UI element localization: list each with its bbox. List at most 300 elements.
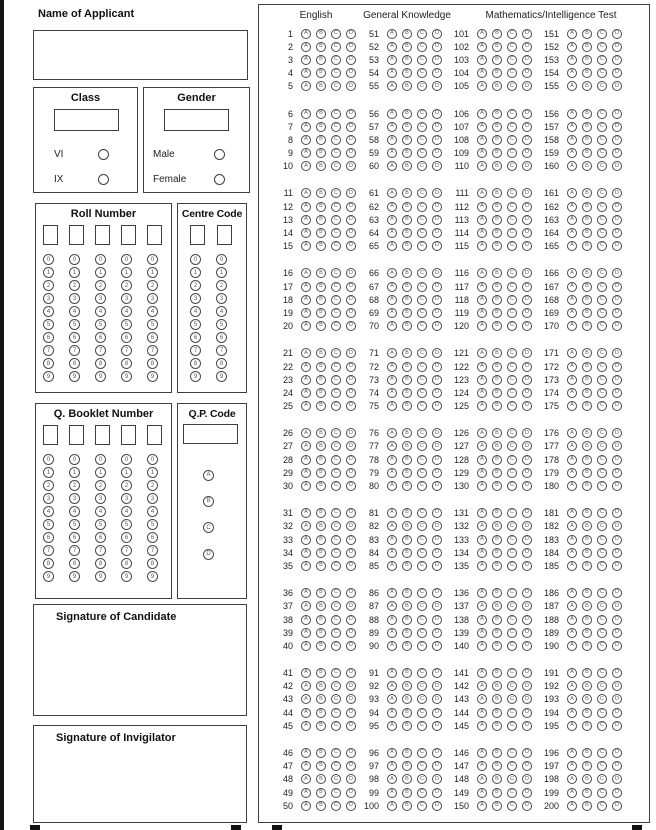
q39-option-A-bubble[interactable]: A — [301, 628, 311, 638]
q66-option-A-bubble[interactable]: A — [387, 268, 397, 278]
q169-option-D-bubble[interactable]: D — [612, 308, 622, 318]
q153-option-D-bubble[interactable]: D — [612, 55, 622, 65]
q193-option-A-bubble[interactable]: A — [567, 694, 577, 704]
q23-option-C-bubble[interactable]: C — [331, 375, 341, 385]
q92-option-B-bubble[interactable]: B — [402, 681, 412, 691]
q192-option-C-bubble[interactable]: C — [597, 681, 607, 691]
q179-option-C-bubble[interactable]: C — [597, 468, 607, 478]
q100-option-A-bubble[interactable]: A — [387, 801, 397, 811]
q113-option-A-bubble[interactable]: A — [477, 215, 487, 225]
booklet-number-col5-digit-5-bubble[interactable]: 5 — [147, 519, 158, 530]
q6-option-B-bubble[interactable]: B — [316, 109, 326, 119]
q171-option-D-bubble[interactable]: D — [612, 348, 622, 358]
q7-option-C-bubble[interactable]: C — [331, 122, 341, 132]
q34-option-D-bubble[interactable]: D — [346, 548, 356, 558]
q25-option-D-bubble[interactable]: D — [346, 401, 356, 411]
q8-option-D-bubble[interactable]: D — [346, 135, 356, 145]
q56-option-C-bubble[interactable]: C — [417, 109, 427, 119]
q112-option-C-bubble[interactable]: C — [507, 202, 517, 212]
q1-option-C-bubble[interactable]: C — [331, 29, 341, 39]
q55-option-D-bubble[interactable]: D — [432, 81, 442, 91]
booklet-number-col2-digit-3-bubble[interactable]: 3 — [69, 493, 80, 504]
q109-option-B-bubble[interactable]: B — [492, 148, 502, 158]
q67-option-C-bubble[interactable]: C — [417, 282, 427, 292]
booklet-number-write-box-1[interactable] — [43, 425, 58, 445]
q116-option-B-bubble[interactable]: B — [492, 268, 502, 278]
booklet-number-col2-digit-4-bubble[interactable]: 4 — [69, 506, 80, 517]
q34-option-A-bubble[interactable]: A — [301, 548, 311, 558]
q34-option-B-bubble[interactable]: B — [316, 548, 326, 558]
q160-option-B-bubble[interactable]: B — [582, 161, 592, 171]
q49-option-D-bubble[interactable]: D — [346, 788, 356, 798]
q127-option-D-bubble[interactable]: D — [522, 441, 532, 451]
q104-option-B-bubble[interactable]: B — [492, 68, 502, 78]
roll-number-col5-digit-4-bubble[interactable]: 4 — [147, 306, 158, 317]
q158-option-A-bubble[interactable]: A — [567, 135, 577, 145]
q1-option-A-bubble[interactable]: A — [301, 29, 311, 39]
q124-option-D-bubble[interactable]: D — [522, 388, 532, 398]
q184-option-B-bubble[interactable]: B — [582, 548, 592, 558]
q84-option-B-bubble[interactable]: B — [402, 548, 412, 558]
centre-code-col1-digit-3-bubble[interactable]: 3 — [190, 293, 201, 304]
q162-option-A-bubble[interactable]: A — [567, 202, 577, 212]
q38-option-D-bubble[interactable]: D — [346, 615, 356, 625]
roll-number-col1-digit-0-bubble[interactable]: 0 — [43, 254, 54, 265]
q83-option-A-bubble[interactable]: A — [387, 535, 397, 545]
q59-option-A-bubble[interactable]: A — [387, 148, 397, 158]
q118-option-C-bubble[interactable]: C — [507, 295, 517, 305]
booklet-number-col1-digit-1-bubble[interactable]: 1 — [43, 467, 54, 478]
q36-option-C-bubble[interactable]: C — [331, 588, 341, 598]
q31-option-B-bubble[interactable]: B — [316, 508, 326, 518]
q113-option-D-bubble[interactable]: D — [522, 215, 532, 225]
booklet-number-write-box-3[interactable] — [95, 425, 110, 445]
booklet-number-col4-digit-1-bubble[interactable]: 1 — [121, 467, 132, 478]
q39-option-B-bubble[interactable]: B — [316, 628, 326, 638]
q80-option-D-bubble[interactable]: D — [432, 481, 442, 491]
q186-option-B-bubble[interactable]: B — [582, 588, 592, 598]
q69-option-C-bubble[interactable]: C — [417, 308, 427, 318]
q53-option-B-bubble[interactable]: B — [402, 55, 412, 65]
booklet-number-col5-digit-6-bubble[interactable]: 6 — [147, 532, 158, 543]
centre-code-col2-digit-7-bubble[interactable]: 7 — [216, 345, 227, 356]
q8-option-C-bubble[interactable]: C — [331, 135, 341, 145]
roll-number-write-box-2[interactable] — [69, 225, 84, 245]
q133-option-A-bubble[interactable]: A — [477, 535, 487, 545]
q64-option-D-bubble[interactable]: D — [432, 228, 442, 238]
q53-option-C-bubble[interactable]: C — [417, 55, 427, 65]
q126-option-C-bubble[interactable]: C — [507, 428, 517, 438]
q93-option-A-bubble[interactable]: A — [387, 694, 397, 704]
q130-option-D-bubble[interactable]: D — [522, 481, 532, 491]
q111-option-A-bubble[interactable]: A — [477, 188, 487, 198]
q22-option-C-bubble[interactable]: C — [331, 362, 341, 372]
q121-option-A-bubble[interactable]: A — [477, 348, 487, 358]
q19-option-B-bubble[interactable]: B — [316, 308, 326, 318]
q61-option-A-bubble[interactable]: A — [387, 188, 397, 198]
roll-number-col1-digit-6-bubble[interactable]: 6 — [43, 332, 54, 343]
q125-option-B-bubble[interactable]: B — [492, 401, 502, 411]
q156-option-D-bubble[interactable]: D — [612, 109, 622, 119]
roll-number-col5-digit-5-bubble[interactable]: 5 — [147, 319, 158, 330]
q13-option-C-bubble[interactable]: C — [331, 215, 341, 225]
roll-number-col2-digit-2-bubble[interactable]: 2 — [69, 280, 80, 291]
q132-option-A-bubble[interactable]: A — [477, 521, 487, 531]
q79-option-C-bubble[interactable]: C — [417, 468, 427, 478]
q21-option-D-bubble[interactable]: D — [346, 348, 356, 358]
centre-code-col1-digit-9-bubble[interactable]: 9 — [190, 371, 201, 382]
q145-option-B-bubble[interactable]: B — [492, 721, 502, 731]
q171-option-C-bubble[interactable]: C — [597, 348, 607, 358]
q168-option-C-bubble[interactable]: C — [597, 295, 607, 305]
roll-number-col3-digit-7-bubble[interactable]: 7 — [95, 345, 106, 356]
q195-option-A-bubble[interactable]: A — [567, 721, 577, 731]
centre-code-col1-digit-1-bubble[interactable]: 1 — [190, 267, 201, 278]
q56-option-B-bubble[interactable]: B — [402, 109, 412, 119]
q126-option-D-bubble[interactable]: D — [522, 428, 532, 438]
q89-option-C-bubble[interactable]: C — [417, 628, 427, 638]
q48-option-A-bubble[interactable]: A — [301, 774, 311, 784]
q127-option-B-bubble[interactable]: B — [492, 441, 502, 451]
q144-option-C-bubble[interactable]: C — [507, 708, 517, 718]
q53-option-A-bubble[interactable]: A — [387, 55, 397, 65]
q22-option-A-bubble[interactable]: A — [301, 362, 311, 372]
q110-option-A-bubble[interactable]: A — [477, 161, 487, 171]
q74-option-A-bubble[interactable]: A — [387, 388, 397, 398]
q47-option-B-bubble[interactable]: B — [316, 761, 326, 771]
q133-option-D-bubble[interactable]: D — [522, 535, 532, 545]
q84-option-A-bubble[interactable]: A — [387, 548, 397, 558]
q186-option-D-bubble[interactable]: D — [612, 588, 622, 598]
q61-option-C-bubble[interactable]: C — [417, 188, 427, 198]
q198-option-C-bubble[interactable]: C — [597, 774, 607, 784]
q92-option-C-bubble[interactable]: C — [417, 681, 427, 691]
roll-number-col4-digit-6-bubble[interactable]: 6 — [121, 332, 132, 343]
q110-option-B-bubble[interactable]: B — [492, 161, 502, 171]
q159-option-D-bubble[interactable]: D — [612, 148, 622, 158]
q111-option-D-bubble[interactable]: D — [522, 188, 532, 198]
q64-option-C-bubble[interactable]: C — [417, 228, 427, 238]
q91-option-B-bubble[interactable]: B — [402, 668, 412, 678]
q24-option-B-bubble[interactable]: B — [316, 388, 326, 398]
q11-option-B-bubble[interactable]: B — [316, 188, 326, 198]
q101-option-C-bubble[interactable]: C — [507, 29, 517, 39]
q164-option-B-bubble[interactable]: B — [582, 228, 592, 238]
q162-option-B-bubble[interactable]: B — [582, 202, 592, 212]
roll-number-write-box-3[interactable] — [95, 225, 110, 245]
q146-option-D-bubble[interactable]: D — [522, 748, 532, 758]
q82-option-D-bubble[interactable]: D — [432, 521, 442, 531]
q177-option-A-bubble[interactable]: A — [567, 441, 577, 451]
booklet-number-col2-digit-1-bubble[interactable]: 1 — [69, 467, 80, 478]
q70-option-B-bubble[interactable]: B — [402, 321, 412, 331]
q140-option-D-bubble[interactable]: D — [522, 641, 532, 651]
booklet-number-col1-digit-7-bubble[interactable]: 7 — [43, 545, 54, 556]
q165-option-A-bubble[interactable]: A — [567, 241, 577, 251]
roll-number-col3-digit-1-bubble[interactable]: 1 — [95, 267, 106, 278]
q16-option-C-bubble[interactable]: C — [331, 268, 341, 278]
q67-option-D-bubble[interactable]: D — [432, 282, 442, 292]
q41-option-D-bubble[interactable]: D — [346, 668, 356, 678]
q170-option-B-bubble[interactable]: B — [582, 321, 592, 331]
q101-option-D-bubble[interactable]: D — [522, 29, 532, 39]
q51-option-B-bubble[interactable]: B — [402, 29, 412, 39]
q41-option-B-bubble[interactable]: B — [316, 668, 326, 678]
q33-option-B-bubble[interactable]: B — [316, 535, 326, 545]
q138-option-A-bubble[interactable]: A — [477, 615, 487, 625]
q115-option-B-bubble[interactable]: B — [492, 241, 502, 251]
q134-option-A-bubble[interactable]: A — [477, 548, 487, 558]
q191-option-B-bubble[interactable]: B — [582, 668, 592, 678]
q48-option-B-bubble[interactable]: B — [316, 774, 326, 784]
q138-option-C-bubble[interactable]: C — [507, 615, 517, 625]
q36-option-A-bubble[interactable]: A — [301, 588, 311, 598]
q151-option-C-bubble[interactable]: C — [597, 29, 607, 39]
q169-option-C-bubble[interactable]: C — [597, 308, 607, 318]
q154-option-D-bubble[interactable]: D — [612, 68, 622, 78]
q65-option-B-bubble[interactable]: B — [402, 241, 412, 251]
q181-option-D-bubble[interactable]: D — [612, 508, 622, 518]
q6-option-A-bubble[interactable]: A — [301, 109, 311, 119]
q41-option-A-bubble[interactable]: A — [301, 668, 311, 678]
q3-option-C-bubble[interactable]: C — [331, 55, 341, 65]
q103-option-D-bubble[interactable]: D — [522, 55, 532, 65]
q116-option-C-bubble[interactable]: C — [507, 268, 517, 278]
q140-option-A-bubble[interactable]: A — [477, 641, 487, 651]
q85-option-C-bubble[interactable]: C — [417, 561, 427, 571]
centre-code-col1-digit-6-bubble[interactable]: 6 — [190, 332, 201, 343]
q45-option-D-bubble[interactable]: D — [346, 721, 356, 731]
q152-option-B-bubble[interactable]: B — [582, 42, 592, 52]
q66-option-C-bubble[interactable]: C — [417, 268, 427, 278]
q73-option-B-bubble[interactable]: B — [402, 375, 412, 385]
q112-option-A-bubble[interactable]: A — [477, 202, 487, 212]
q87-option-C-bubble[interactable]: C — [417, 601, 427, 611]
q147-option-A-bubble[interactable]: A — [477, 761, 487, 771]
q190-option-A-bubble[interactable]: A — [567, 641, 577, 651]
q139-option-D-bubble[interactable]: D — [522, 628, 532, 638]
q152-option-D-bubble[interactable]: D — [612, 42, 622, 52]
q24-option-D-bubble[interactable]: D — [346, 388, 356, 398]
q29-option-D-bubble[interactable]: D — [346, 468, 356, 478]
q52-option-C-bubble[interactable]: C — [417, 42, 427, 52]
q175-option-C-bubble[interactable]: C — [597, 401, 607, 411]
roll-number-col4-digit-1-bubble[interactable]: 1 — [121, 267, 132, 278]
q19-option-A-bubble[interactable]: A — [301, 308, 311, 318]
q189-option-D-bubble[interactable]: D — [612, 628, 622, 638]
q24-option-C-bubble[interactable]: C — [331, 388, 341, 398]
booklet-number-col4-digit-4-bubble[interactable]: 4 — [121, 506, 132, 517]
q18-option-B-bubble[interactable]: B — [316, 295, 326, 305]
q14-option-B-bubble[interactable]: B — [316, 228, 326, 238]
q28-option-D-bubble[interactable]: D — [346, 455, 356, 465]
q81-option-A-bubble[interactable]: A — [387, 508, 397, 518]
q32-option-C-bubble[interactable]: C — [331, 521, 341, 531]
q145-option-D-bubble[interactable]: D — [522, 721, 532, 731]
q160-option-A-bubble[interactable]: A — [567, 161, 577, 171]
q114-option-D-bubble[interactable]: D — [522, 228, 532, 238]
q184-option-C-bubble[interactable]: C — [597, 548, 607, 558]
q72-option-C-bubble[interactable]: C — [417, 362, 427, 372]
q164-option-D-bubble[interactable]: D — [612, 228, 622, 238]
q123-option-D-bubble[interactable]: D — [522, 375, 532, 385]
q189-option-B-bubble[interactable]: B — [582, 628, 592, 638]
q27-option-A-bubble[interactable]: A — [301, 441, 311, 451]
booklet-number-col3-digit-9-bubble[interactable]: 9 — [95, 571, 106, 582]
q74-option-D-bubble[interactable]: D — [432, 388, 442, 398]
q199-option-A-bubble[interactable]: A — [567, 788, 577, 798]
q42-option-B-bubble[interactable]: B — [316, 681, 326, 691]
q133-option-C-bubble[interactable]: C — [507, 535, 517, 545]
booklet-number-col1-digit-5-bubble[interactable]: 5 — [43, 519, 54, 530]
q124-option-B-bubble[interactable]: B — [492, 388, 502, 398]
q16-option-B-bubble[interactable]: B — [316, 268, 326, 278]
roll-number-write-box-5[interactable] — [147, 225, 162, 245]
q169-option-A-bubble[interactable]: A — [567, 308, 577, 318]
q79-option-A-bubble[interactable]: A — [387, 468, 397, 478]
q189-option-A-bubble[interactable]: A — [567, 628, 577, 638]
roll-number-col2-digit-0-bubble[interactable]: 0 — [69, 254, 80, 265]
q60-option-B-bubble[interactable]: B — [402, 161, 412, 171]
q80-option-B-bubble[interactable]: B — [402, 481, 412, 491]
q9-option-B-bubble[interactable]: B — [316, 148, 326, 158]
q199-option-C-bubble[interactable]: C — [597, 788, 607, 798]
q10-option-B-bubble[interactable]: B — [316, 161, 326, 171]
q125-option-D-bubble[interactable]: D — [522, 401, 532, 411]
gender-female-bubble[interactable] — [214, 174, 225, 185]
q63-option-B-bubble[interactable]: B — [402, 215, 412, 225]
q120-option-D-bubble[interactable]: D — [522, 321, 532, 331]
q134-option-B-bubble[interactable]: B — [492, 548, 502, 558]
q157-option-A-bubble[interactable]: A — [567, 122, 577, 132]
signature-invigilator-box[interactable] — [33, 725, 247, 823]
q43-option-C-bubble[interactable]: C — [331, 694, 341, 704]
q182-option-B-bubble[interactable]: B — [582, 521, 592, 531]
q160-option-C-bubble[interactable]: C — [597, 161, 607, 171]
q98-option-C-bubble[interactable]: C — [417, 774, 427, 784]
q85-option-D-bubble[interactable]: D — [432, 561, 442, 571]
q44-option-B-bubble[interactable]: B — [316, 708, 326, 718]
q97-option-B-bubble[interactable]: B — [402, 761, 412, 771]
q30-option-D-bubble[interactable]: D — [346, 481, 356, 491]
q188-option-A-bubble[interactable]: A — [567, 615, 577, 625]
q7-option-A-bubble[interactable]: A — [301, 122, 311, 132]
q86-option-A-bubble[interactable]: A — [387, 588, 397, 598]
q37-option-A-bubble[interactable]: A — [301, 601, 311, 611]
q140-option-C-bubble[interactable]: C — [507, 641, 517, 651]
q55-option-C-bubble[interactable]: C — [417, 81, 427, 91]
q134-option-C-bubble[interactable]: C — [507, 548, 517, 558]
q3-option-D-bubble[interactable]: D — [346, 55, 356, 65]
booklet-number-col1-digit-3-bubble[interactable]: 3 — [43, 493, 54, 504]
q78-option-B-bubble[interactable]: B — [402, 455, 412, 465]
q68-option-D-bubble[interactable]: D — [432, 295, 442, 305]
q9-option-A-bubble[interactable]: A — [301, 148, 311, 158]
q36-option-D-bubble[interactable]: D — [346, 588, 356, 598]
q149-option-D-bubble[interactable]: D — [522, 788, 532, 798]
q82-option-A-bubble[interactable]: A — [387, 521, 397, 531]
q176-option-D-bubble[interactable]: D — [612, 428, 622, 438]
q181-option-C-bubble[interactable]: C — [597, 508, 607, 518]
q137-option-A-bubble[interactable]: A — [477, 601, 487, 611]
q164-option-A-bubble[interactable]: A — [567, 228, 577, 238]
q158-option-D-bubble[interactable]: D — [612, 135, 622, 145]
q196-option-B-bubble[interactable]: B — [582, 748, 592, 758]
roll-number-col1-digit-5-bubble[interactable]: 5 — [43, 319, 54, 330]
q9-option-C-bubble[interactable]: C — [331, 148, 341, 158]
q15-option-D-bubble[interactable]: D — [346, 241, 356, 251]
roll-number-col3-digit-4-bubble[interactable]: 4 — [95, 306, 106, 317]
q35-option-B-bubble[interactable]: B — [316, 561, 326, 571]
q31-option-A-bubble[interactable]: A — [301, 508, 311, 518]
q198-option-A-bubble[interactable]: A — [567, 774, 577, 784]
q172-option-D-bubble[interactable]: D — [612, 362, 622, 372]
q15-option-B-bubble[interactable]: B — [316, 241, 326, 251]
centre-code-col1-digit-4-bubble[interactable]: 4 — [190, 306, 201, 317]
q170-option-A-bubble[interactable]: A — [567, 321, 577, 331]
q44-option-C-bubble[interactable]: C — [331, 708, 341, 718]
booklet-number-col2-digit-8-bubble[interactable]: 8 — [69, 558, 80, 569]
q75-option-D-bubble[interactable]: D — [432, 401, 442, 411]
q167-option-A-bubble[interactable]: A — [567, 282, 577, 292]
booklet-number-col3-digit-2-bubble[interactable]: 2 — [95, 480, 106, 491]
q104-option-C-bubble[interactable]: C — [507, 68, 517, 78]
booklet-number-col2-digit-0-bubble[interactable]: 0 — [69, 454, 80, 465]
q20-option-B-bubble[interactable]: B — [316, 321, 326, 331]
q190-option-B-bubble[interactable]: B — [582, 641, 592, 651]
q68-option-B-bubble[interactable]: B — [402, 295, 412, 305]
q137-option-D-bubble[interactable]: D — [522, 601, 532, 611]
q124-option-C-bubble[interactable]: C — [507, 388, 517, 398]
q74-option-B-bubble[interactable]: B — [402, 388, 412, 398]
q89-option-B-bubble[interactable]: B — [402, 628, 412, 638]
q62-option-D-bubble[interactable]: D — [432, 202, 442, 212]
roll-number-col5-digit-7-bubble[interactable]: 7 — [147, 345, 158, 356]
q143-option-C-bubble[interactable]: C — [507, 694, 517, 704]
q164-option-C-bubble[interactable]: C — [597, 228, 607, 238]
q68-option-A-bubble[interactable]: A — [387, 295, 397, 305]
q80-option-C-bubble[interactable]: C — [417, 481, 427, 491]
q65-option-C-bubble[interactable]: C — [417, 241, 427, 251]
booklet-number-col5-digit-7-bubble[interactable]: 7 — [147, 545, 158, 556]
q58-option-A-bubble[interactable]: A — [387, 135, 397, 145]
q20-option-A-bubble[interactable]: A — [301, 321, 311, 331]
q192-option-D-bubble[interactable]: D — [612, 681, 622, 691]
q195-option-D-bubble[interactable]: D — [612, 721, 622, 731]
q154-option-A-bubble[interactable]: A — [567, 68, 577, 78]
q5-option-B-bubble[interactable]: B — [316, 81, 326, 91]
q52-option-D-bubble[interactable]: D — [432, 42, 442, 52]
q167-option-D-bubble[interactable]: D — [612, 282, 622, 292]
q174-option-B-bubble[interactable]: B — [582, 388, 592, 398]
q29-option-A-bubble[interactable]: A — [301, 468, 311, 478]
q6-option-D-bubble[interactable]: D — [346, 109, 356, 119]
q106-option-A-bubble[interactable]: A — [477, 109, 487, 119]
q104-option-D-bubble[interactable]: D — [522, 68, 532, 78]
q90-option-A-bubble[interactable]: A — [387, 641, 397, 651]
q180-option-A-bubble[interactable]: A — [567, 481, 577, 491]
q102-option-A-bubble[interactable]: A — [477, 42, 487, 52]
q90-option-B-bubble[interactable]: B — [402, 641, 412, 651]
qp-code-bubble-D[interactable]: D — [203, 549, 214, 560]
q11-option-D-bubble[interactable]: D — [346, 188, 356, 198]
q195-option-B-bubble[interactable]: B — [582, 721, 592, 731]
q52-option-B-bubble[interactable]: B — [402, 42, 412, 52]
roll-number-col4-digit-7-bubble[interactable]: 7 — [121, 345, 132, 356]
q174-option-A-bubble[interactable]: A — [567, 388, 577, 398]
q121-option-D-bubble[interactable]: D — [522, 348, 532, 358]
qp-code-bubble-A[interactable]: A — [203, 470, 214, 481]
